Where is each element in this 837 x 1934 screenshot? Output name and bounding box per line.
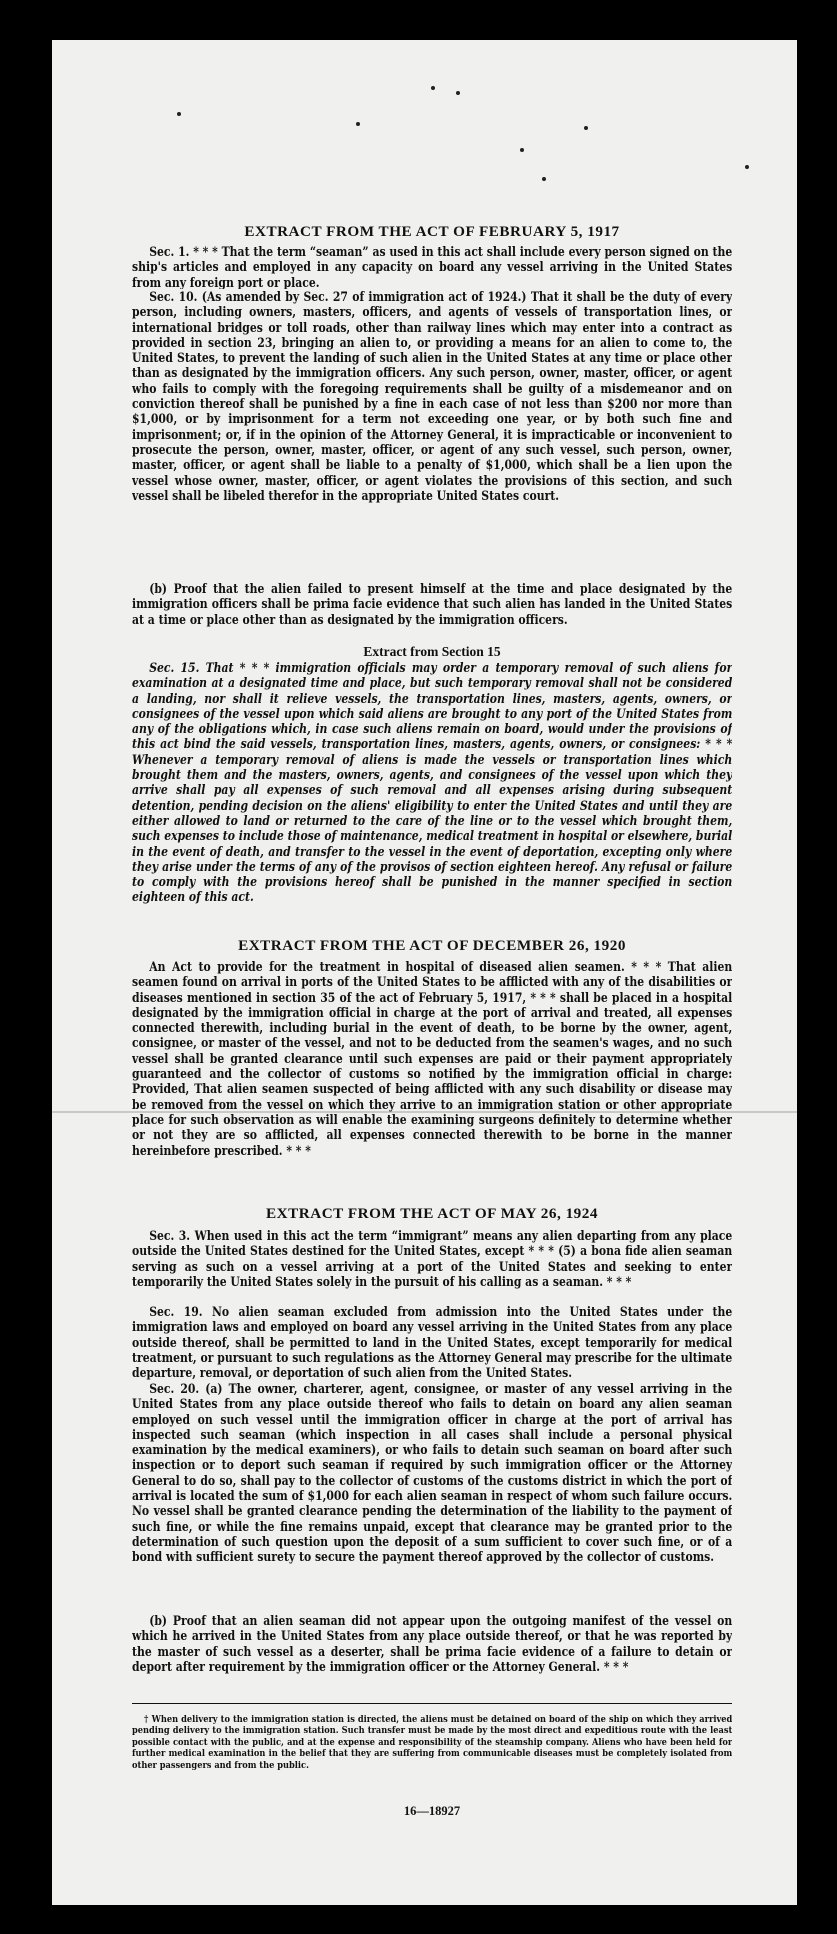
sec-15-paragraph: Sec. 15. That * * * immigration officials may order a temporary removal of such aliens for examination at a designated time and place, but such temporary removal shall not be considered a landing, nor shall it relieve vessels, the transportation lines, masters, agents, owners, or consignees of the vessel upon which said aliens are brought to any port of the United States from any of the obligations which, in case such aliens remain on board, would under the provisions of this act bind the said vessels, transportation lines, masters, agents, owners, or consignees: * * * Whenever a temporary removal of aliens is made the vessels or transportation lines which brought them and the masters, owners, agents, and consignees of the vessel upon which they arrive shall pay all expenses of such removal and all expenses arising during subsequent detention, pending decision on the aliens' eligibility to enter the United States and until they are either allowed to land or returned to the care of the line or to the vessel which brought them, such expenses to include those of maintenance, medical treatment in hospital or elsewhere, burial in the event of death, and transfer to the vessel in the event of deportation, excepting only where they arise under the terms of any of the provisos of section eighteen hereof. Any refusal or failure to comply with the provisions hereof shall be punished in the manner specified in section eighteen of this act. — [132, 660, 732, 905]
para-block — [132, 1228, 732, 1304]
form-number: 16—18927 — [403, 1804, 461, 1818]
sec-20b-paragraph: (b) Proof that an alien seaman did not appear upon the outgoing manifest of the vessel on which he arrived in the United States from any place outside thereof, or that he was reported by the master of such vessel as a deserter, shall be prima facie evidence of a failure to detain or deport after requirement by the immigration officer or the Attorney General. * * * — [132, 1613, 732, 1674]
speck — [520, 148, 524, 152]
heading-act-feb-1917: EXTRACT FROM THE ACT OF FEBRUARY 5, 1917 — [244, 223, 620, 240]
speck — [177, 112, 181, 116]
heading-section-15: Extract from Section 15 — [363, 644, 501, 659]
speck — [431, 86, 435, 90]
footnote-block — [132, 1714, 732, 1796]
heading-act-may-1924: EXTRACT FROM THE ACT OF MAY 26, 1924 — [266, 1205, 598, 1222]
spacer — [132, 1704, 732, 1714]
para-block — [132, 289, 732, 581]
speck — [584, 126, 588, 130]
para-block — [132, 1613, 732, 1691]
sec-10-paragraph: Sec. 10. (As amended by Sec. 27 of immigration act of 1924.) That it shall be the duty of every person, including owners, masters, officers, and agents of vessels of transportation lines, or international bridges or toll roads, other than railway lines which may enter into a contract as provided in section 23, bringing an alien to, or providing a means for an alien to come to, the United States, to prevent the landing of such alien in the United States at any time or place other than as designated by the immigration officers. Any such person, owner, master, officer, or agent who fails to comply with the foregoing requirements shall be guilty of a misdemeanor and on conviction thereof shall be punished by a fine in each case of not less than $200 nor more than $1,000, or by imprisonment for a term not exceeding one year, or by both such fine and imprisonment; or, if in the opinion of the Attorney General, it is impracticable or inconvenient to prosecute the person, owner, master, officer, or agent of any such vessel, such person, owner, master, officer, or agent shall be liable to a penalty of $1,000, which shall be a lien upon the vessel whose owner, master, officer, or agent violates the provisions of this section, and such vessel shall be libeled therefor in the appropriate United States court. — [132, 289, 732, 503]
document-body — [132, 222, 732, 1819]
section-15-heading-block — [132, 628, 732, 660]
sec-10b-paragraph: (b) Proof that the alien failed to present himself at the time and place designated by the immigration officers shall be prima facie evidence that such alien has landed in the United States at a time or place other than as designated by the immigration officers. — [132, 581, 732, 627]
para-block — [132, 959, 732, 1196]
act-1920-paragraph: An Act to provide for the treatment in hospital of diseased alien seamen. * * * That alien seamen found on arrival in ports of the United States to be afflicted with any of the disabilities or diseases mentioned in section 35 of the act of February 5, 1917, * * * shall be placed in a hospital designated by the immigration official in charge at the port of arrival and treated, all expenses connected therewith, including burial in the event of death, to be borne by the owner, agent, consignee, or master of the vessel, and not to be deducted from the seamen's wages, and no such vessel shall be granted clearance until such expenses are paid or their payment appropriately guaranteed and the collector of customs so notified by the immigration official in charge: Provided, That alien seamen suspected of being afflicted with any such disability or disease may be removed from the vessel on which they arrive to an immigration station or other appropriate place for such observation as will enable the examining surgeons definitely to determine whether or not they are so afflicted, all expenses connected therewith to be borne in the manner hereinbefore prescribed. * * * — [132, 959, 732, 1158]
para-block — [132, 660, 732, 930]
sec-19-paragraph: Sec. 19. No alien seaman excluded from admission into the United States under the immigration laws and employed on board any vessel arriving in the United States from any place outside thereof, shall be permitted to land in the United States, except temporarily for medical treatment, or pursuant to such regulations as the Attorney General may prescribe for the ultimate departure, removal, or deportation of such alien from the United States. — [132, 1304, 732, 1381]
para-block — [132, 1304, 732, 1381]
sec-3-paragraph: Sec. 3. When used in this act the term “immigrant” means any alien departing from any place outside the United States destined for the United States, except * * * (5) a bona fide alien seaman serving as such on a vessel arriving at a port of the United States and seeking to enter temporarily the United States solely in the pursuit of his calling as a seaman. * * * — [132, 1228, 732, 1289]
para-block — [132, 244, 732, 289]
para-block — [132, 1381, 732, 1613]
spacer — [132, 1691, 732, 1703]
section-feb-1917-heading-block — [132, 222, 732, 244]
speck — [356, 122, 360, 126]
speck — [542, 177, 546, 181]
heading-act-dec-1920: EXTRACT FROM THE ACT OF DECEMBER 26, 1920 — [238, 937, 626, 954]
sec-1-paragraph: Sec. 1. * * * That the term “seaman” as used in this act shall include every person signed on the ship's articles and employed in any capacity on board any vessel arriving in the United States from any foreign port or place. — [132, 244, 732, 289]
section-dec-1920-heading-block — [132, 930, 732, 959]
spacer — [132, 1796, 732, 1804]
speck — [745, 165, 749, 169]
section-may-1924-heading-block — [132, 1196, 732, 1228]
sec-20a-paragraph: Sec. 20. (a) The owner, charterer, agent, consignee, or master of any vessel arriving in the United States from any place outside thereof who fails to detain on board any alien seaman employed on such vessel until the immigration officer in charge at the port of arrival has inspected such seaman (which inspection in all cases shall include a personal physical examination by the medical examiners), or who fails to detain such seaman on board after such inspection or to deport such seaman if required by such immigration officer or the Attorney General to do so, shall pay to the collector of customs of the customs district in which the port of arrival is located the sum of $1,000 for each alien seaman in respect of whom such failure occurs. No vessel shall be granted clearance pending the determination of the liability to the payment of such fine, or while the fine remains unpaid, except that clearance may be granted prior to the determination of such question upon the deposit of a sum sufficient to cover such fine, or of a bond with sufficient surety to secure the payment thereof approved by the collector of customs. — [132, 1381, 732, 1565]
para-block — [132, 581, 732, 628]
speck — [456, 91, 460, 95]
footnote-text: † When delivery to the immigration station is directed, the aliens must be detained on board of the ship on which they arrived pending delivery to the immigration station. Such transfer must be made by the most direct and expeditious route with the least possible contact with the public, and at the expense and responsibility of the steamship company. Aliens who have been held for further medical examination in the belief that they are suffering from communicable diseases must be completely isolated from other passengers and from the public. — [132, 1714, 732, 1771]
document-page — [52, 40, 797, 1905]
